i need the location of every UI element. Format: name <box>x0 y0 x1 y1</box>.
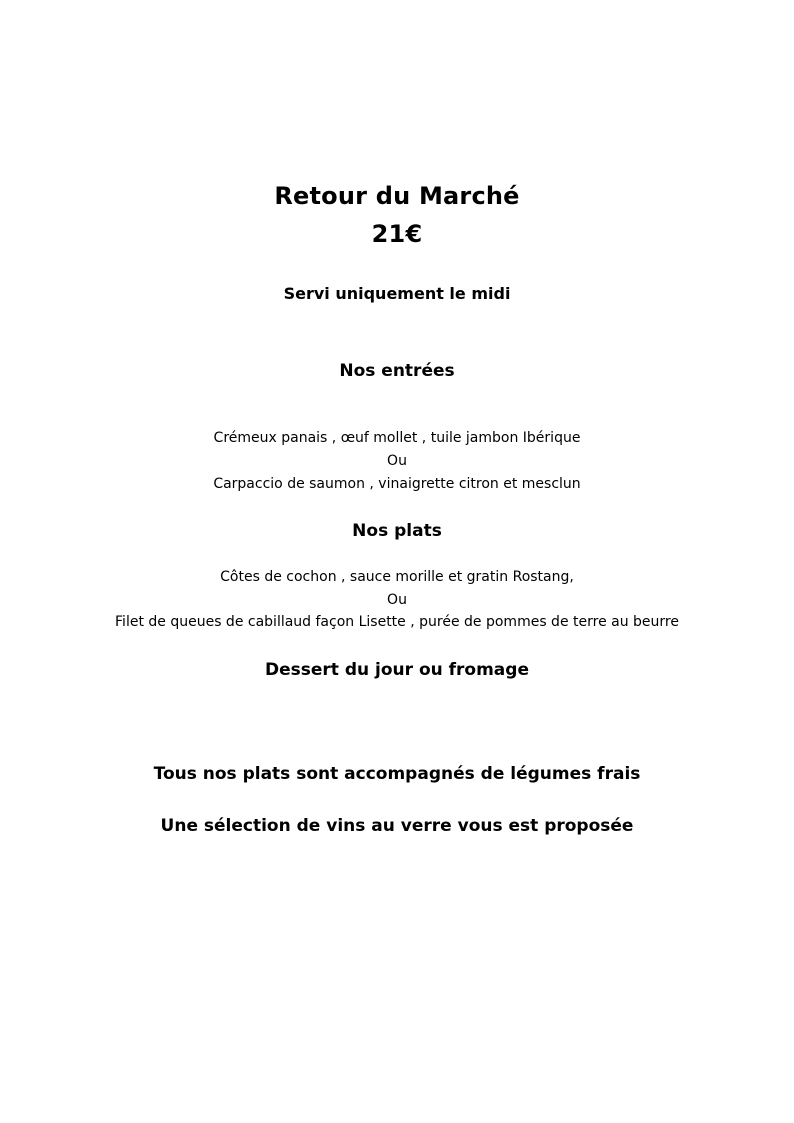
starter-item: Crémeux panais , œuf mollet , tuile jambon Ibérique <box>213 430 581 446</box>
dessert-line: Dessert du jour ou fromage <box>265 660 529 680</box>
main-item: Filet de queues de cabillaud façon Lisette , purée de pommes de terre au beurre <box>115 614 679 630</box>
menu-price: 21€ <box>371 220 423 248</box>
menu-title: Retour du Marché <box>274 182 520 210</box>
starters-heading: Nos entrées <box>339 361 455 381</box>
wine-note: Une sélection de vins au verre vous est proposée <box>160 816 634 836</box>
menu-subtitle: Servi uniquement le midi <box>283 284 511 303</box>
main-item: Côtes de cochon , sauce morille et gratin Rostang, <box>220 569 574 585</box>
mains-heading: Nos plats <box>352 521 442 541</box>
starter-item: Carpaccio de saumon , vinaigrette citron et mesclun <box>213 476 581 492</box>
starter-separator: Ou <box>387 453 407 469</box>
vegetables-note: Tous nos plats sont accompagnés de légumes frais <box>153 764 641 784</box>
main-separator: Ou <box>387 592 407 608</box>
